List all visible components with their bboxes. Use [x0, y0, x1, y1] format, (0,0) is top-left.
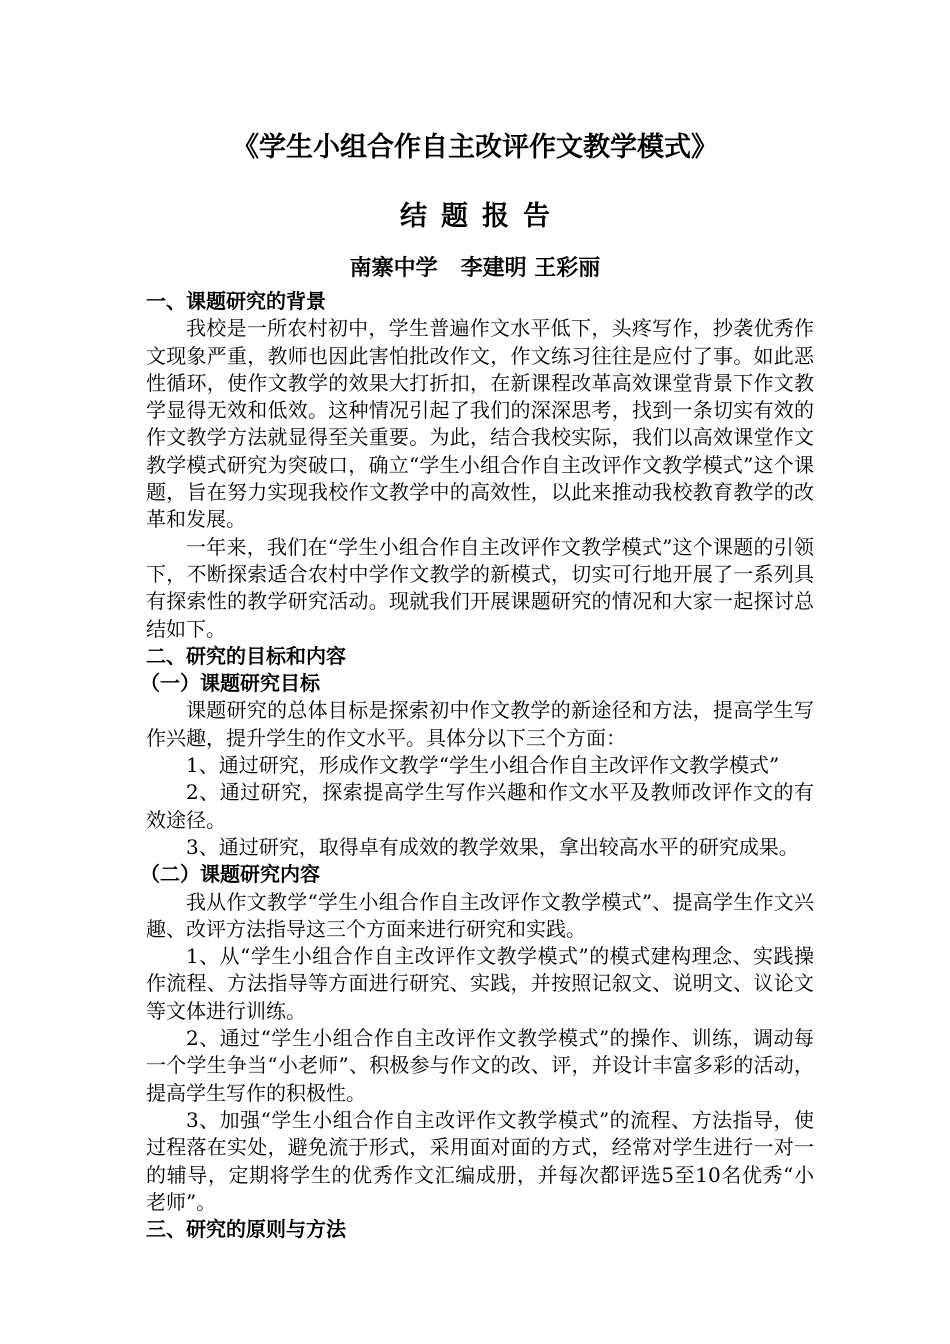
subsection-heading-goals: （一）课题研究目标: [140, 671, 320, 696]
subsection-heading-content: （二）课题研究内容: [140, 862, 320, 887]
section-heading-principles-methods: 三、研究的原则与方法: [146, 1217, 346, 1242]
list-item: 1、从“学生小组合作自主改评作文教学模式”的模式建构理念、实践操作流程、方法指导等方面进行研究、实践，并按照记叙文、说明文、议论文等文体进行训练。: [146, 944, 814, 1023]
document-authors: 南寨中学 李建明 王彩丽: [349, 255, 601, 281]
paragraph: 课题研究的总体目标是探索初中作文教学的新途径和方法，提高学生写作兴趣，提升学生的作文水平。具体分以下三个方面：: [146, 698, 814, 750]
document-body: [140, 288, 814, 1243]
list-item: 2、通过“学生小组合作自主改评作文教学模式”的操作、训练，调动每一个学生争当“小老师”、积极参与作文的改、评，并设计丰富多彩的活动，提高学生写作的积极性。: [146, 1026, 814, 1105]
paragraph: 我校是一所农村初中，学生普遍作文水平低下，头疼写作，抄袭优秀作文现象严重，教师也因此害怕批改作文，作文练习往往是应付了事。如此恶性循环，使作文教学的效果大打折扣，在新课程改革高效课堂背景下作文教学显得无效和低效。这种情况引起了我们的深深思考，找到一条切实有效的作文教学方法就显得至关重要。为此，结合我校实际，我们以高效课堂作文教学模式研究为突破口，确立“学生小组合作自主改评作文教学模式”这个课题，旨在努力实现我校作文教学中的高效性，以此来推动我校教育教学的改革和发展。: [146, 316, 814, 532]
document-subtitle: 结题报告: [400, 201, 564, 232]
paragraph: 一年来，我们在“学生小组合作自主改评作文教学模式”这个课题的引领下，不断探索适合农村中学作文教学的新模式，切实可行地开展了一系列具有探索性的教学研究活动。现就我们开展课题研究的情况和大家一起探讨总结如下。: [146, 534, 814, 641]
list-item: 2、通过研究，探索提高学生写作兴趣和作文水平及教师改评作文的有效途径。: [146, 780, 814, 832]
list-item: 3、通过研究，取得卓有成效的教学效果，拿出较高水平的研究成果。: [186, 834, 799, 859]
paragraph: 我从作文教学“学生小组合作自主改评作文教学模式”、提高学生作文兴趣、改评方法指导这三个方面来进行研究和实践。: [146, 889, 814, 941]
document-title: 《学生小组合作自主改评作文教学模式》: [232, 132, 718, 163]
list-item: 1、通过研究，形成作文教学“学生小组合作自主改评作文教学模式”: [186, 753, 780, 778]
section-heading-goals-content: 二、研究的目标和内容: [146, 643, 346, 668]
list-item: 3、加强“学生小组合作自主改评作文教学模式”的流程、方法指导，使过程落在实处，避免流于形式，采用面对面的方式，经常对学生进行一对一的辅导，定期将学生的优秀作文汇编成册，并每次都评选5至10名优秀“小老师”。: [146, 1107, 814, 1214]
section-heading-background: 一、课题研究的背景: [146, 289, 326, 313]
